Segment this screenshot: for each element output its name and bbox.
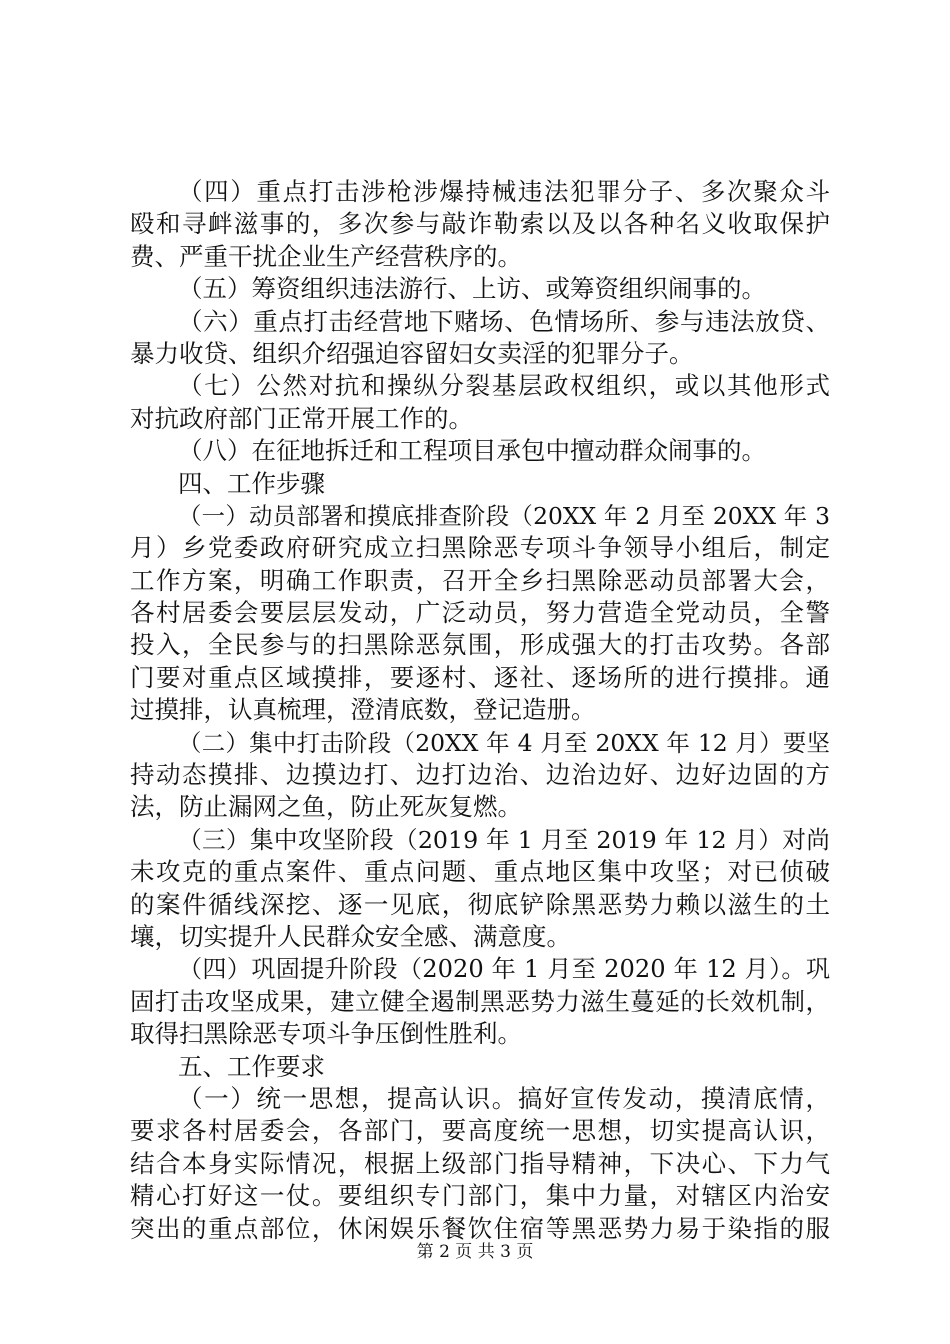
text-line: 壤，切实提升人民群众安全感、满意度。 — [130, 921, 571, 951]
text-line: 五、工作要求 — [178, 1051, 325, 1081]
text-line: 结合本身实际情况，根据上级部门指导精神，下决心、下力气 — [130, 1148, 830, 1178]
document-body — [130, 176, 830, 1245]
text-line: （五）筹资组织违法游行、上访、或筹资组织闹事的。 — [178, 274, 766, 304]
text-line: （四）重点打击涉枪涉爆持械违法犯罪分子、多次聚众斗 — [178, 177, 830, 206]
text-line: 持动态摸排、边摸边打、边打边治、边治边好、边好边固的方 — [130, 760, 830, 790]
text-line: 各村居委会要层层发动，广泛动员，努力营造全党动员，全警 — [130, 598, 830, 628]
text-line: 殴和寻衅滋事的，多次参与敲诈勒索以及以各种名义收取保护 — [130, 209, 830, 239]
text-line: 月）乡党委政府研究成立扫黑除恶专项斗争领导小组后，制定 — [130, 533, 830, 563]
text-line: 固打击攻坚成果，建立健全遏制黑恶势力滋生蔓延的长效机制， — [130, 986, 830, 1016]
text-line: 的案件循线深挖、逐一见底，彻底铲除黑恶势力赖以滋生的土 — [130, 889, 830, 919]
text-line: （三）集中攻坚阶段（2019 年 1 月至 2019 年 12 月）对尚 — [178, 825, 830, 854]
text-line: 过摸排，认真梳理，澄清底数，登记造册。 — [130, 695, 596, 725]
text-line: （八）在征地拆迁和工程项目承包中擅动群众闹事的。 — [178, 436, 766, 466]
text-line: （七）公然对抗和操纵分裂基层政权组织，或以其他形式 — [178, 371, 830, 401]
text-line: （六）重点打击经营地下赌场、色情场所、参与违法放贷、 — [178, 306, 830, 336]
text-line: 精心打好这一仗。要组织专门部门，集中力量，对辖区内治安 — [130, 1181, 830, 1211]
text-line: 法，防止漏网之鱼，防止死灰复燃。 — [130, 792, 522, 822]
text-line: 费、严重干扰企业生产经营秩序的。 — [130, 241, 522, 271]
text-line: 取得扫黑除恶专项斗争压倒性胜利。 — [130, 1019, 522, 1049]
text-line: （四）巩固提升阶段（2020 年 1 月至 2020 年 12 月）。巩 — [178, 955, 830, 984]
text-line: 突出的重点部位，休闲娱乐餐饮住宿等黑恶势力易于染指的服 — [130, 1213, 830, 1243]
text-line: 工作方案，明确工作职责，召开全乡扫黑除恶动员部署大会， — [130, 565, 830, 595]
text-line: 暴力收贷、组织介绍强迫容留妇女卖淫的犯罪分子。 — [130, 338, 694, 368]
page-footer: 第 2 页 共 3 页 — [416, 1242, 534, 1262]
text-line: 对抗政府部门正常开展工作的。 — [130, 403, 473, 433]
text-line: 未攻克的重点案件、重点问题、重点地区集中攻坚；对已侦破 — [130, 857, 830, 887]
text-line: （一）统一思想，提高认识。搞好宣传发动，摸清底情， — [178, 1083, 830, 1113]
text-line: 投入，全民参与的扫黑除恶氛围，形成强大的打击攻势。各部 — [130, 630, 830, 660]
text-line: （二）集中打击阶段（20XX 年 4 月至 20XX 年 12 月）要坚 — [178, 728, 830, 757]
text-line: 门要对重点区域摸排，要逐村、逐社、逐场所的进行摸排。通 — [130, 662, 830, 692]
text-line: （一）动员部署和摸底排查阶段（20XX 年 2 月至 20XX 年 3 — [178, 501, 830, 530]
text-line: 四、工作步骤 — [178, 468, 325, 498]
text-line: 要求各村居委会，各部门，要高度统一思想，切实提高认识， — [130, 1116, 830, 1146]
